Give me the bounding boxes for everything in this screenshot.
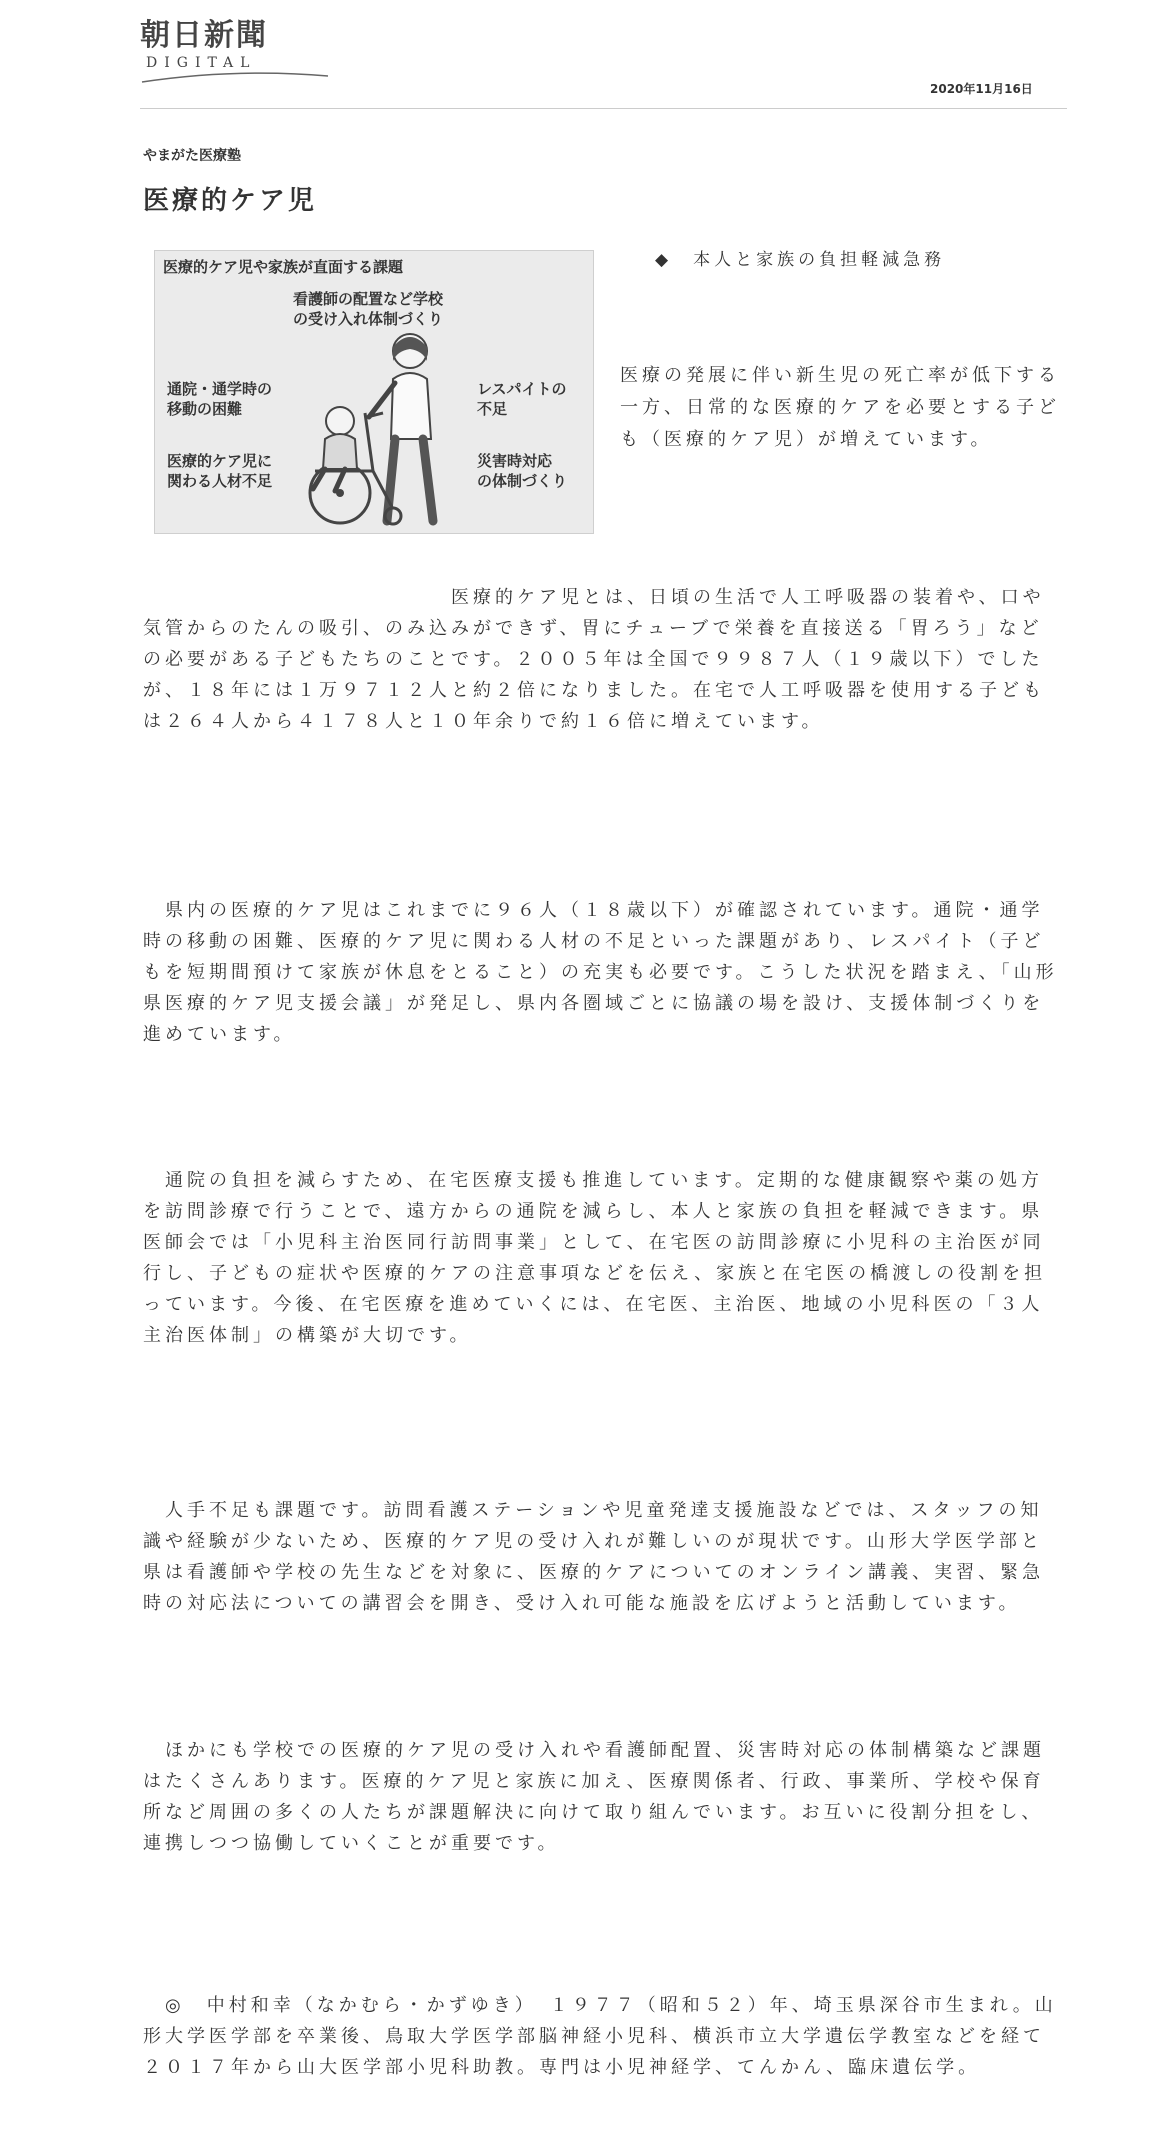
figure-label-line: の受け入れ体制づくり xyxy=(293,310,444,328)
series-name: やまがた医療塾 xyxy=(143,148,241,164)
article-subhead: ◆ 本人と家族の負担軽減急務 xyxy=(655,250,946,270)
figure-label-transport xyxy=(167,379,272,419)
logo-main-text: 朝日新聞 xyxy=(140,18,268,53)
figure-label-line: 不足 xyxy=(477,400,508,418)
article-paragraph-5: ほかにも学校での医療的ケア児の受け入れや看護師配置、災害時対応の体制構築など課題はたくさんあります。医療的ケア児と家族に加え、医療関係者、行政、事業所、学校や保育所など周囲の多くの人たちが課題解決に向けて取り組んでいます。お互いに役割分担をし、連携しつつ協働していくことが重要です。 xyxy=(143,1740,1045,1854)
figure-label-line: 関わる人材不足 xyxy=(167,472,273,490)
article-paragraph-1: 医療的ケア児とは、日頃の生活で人工呼吸器の装着や、口や気管からのたんの吸引、のみ込みができず、胃にチューブで栄養を直接送る「胃ろう」などの必要がある子どもたちのことです。２００５年は全国で９９８７人（１９歳以下）でしたが、１８年には１万９７１２人と約２倍になりました。在宅で人工呼吸器を使用する子どもは２６４人から４１７８人と１０年余りで約１６倍に増えています。 xyxy=(143,587,1045,732)
logo-sub-text: DIGITAL xyxy=(146,55,257,71)
logo-swoosh-icon xyxy=(140,70,330,84)
article-paragraph-3: 通院の負担を減らすため、在宅医療支援も推進しています。定期的な健康観察や薬の処方を訪問診療で行うことで、遠方からの通院を減らし、本人と家族の負担を軽減できます。県医師会では「小児科主治医同行訪問事業」として、在宅医の訪問診療に小児科の主治医が同行し、子どもの症状や医療的ケアの注意事項などを伝え、家族と在宅医の橋渡しの役割を担っています。今後、在宅医療を進めていくには、在宅医、主治医、地域の小児科医の「３人主治医体制」の構築が大切です。 xyxy=(143,1170,1047,1346)
figure-label-line: レスパイトの xyxy=(477,380,567,398)
article-paragraph-2: 県内の医療的ケア児はこれまでに９６人（１８歳以下）が確認されています。通院・通学時の移動の困難、医療的ケア児に関わる人材の不足といった課題があり、レスパイト（子どもを短期間預けて家族が休息をとること）の充実も必要です。こうした状況を踏まえ、「山形県医療的ケア児支援会議」が発足し、県内各圏域ごとに協議の場を設け、支援体制づくりを進めています。 xyxy=(143,900,1058,1045)
article-lead: 医療の発展に伴い新生児の死亡率が低下する一方、日常的な医療的ケアを必要とする子ども（医療的ケア児）が増えています。 xyxy=(620,365,1060,450)
figure-label-disaster xyxy=(477,451,567,491)
figure-label-staff xyxy=(167,451,272,491)
figure-label-line: 移動の困難 xyxy=(167,400,243,418)
figure-label-line: の体制づくり xyxy=(477,472,568,490)
figure-label-line: 看護師の配置など学校 xyxy=(293,290,444,308)
newspaper-logo xyxy=(140,18,340,72)
figure-label-line: 災害時対応 xyxy=(477,452,553,470)
header-divider xyxy=(140,108,1067,109)
challenges-figure xyxy=(154,250,594,534)
wheelchair-caregiver-icon xyxy=(295,321,465,531)
author-profile: ◎ 中村和幸（なかむら・かずゆき） １９７７（昭和５２）年、埼玉県深谷市生まれ。山形大学医学部を卒業後、鳥取大学医学部脳神経小児科、横浜市立大学遺伝学教室などを経て２０１７年から山大医学部小児科助教。専門は小児神経学、てんかん、臨床遺伝学。 xyxy=(143,1995,1057,2078)
figure-label-respite xyxy=(477,379,567,419)
figure-title: 医療的ケア児や家族が直面する課題 xyxy=(163,258,404,276)
article-paragraph-4: 人手不足も課題です。訪問看護ステーションや児童発達支援施設などでは、スタッフの知識や経験が少ないため、医療的ケア児の受け入れが難しいのが現状です。山形大学医学部と県は看護師や学校の先生などを対象に、医療的ケアについてのオンライン講義、実習、緊急時の対応法についての講習会を開き、受け入れ可能な施設を広げようと活動しています。 xyxy=(143,1500,1045,1614)
figure-label-line: 通院・通学時の xyxy=(167,380,273,398)
figure-label-line: 医療的ケア児に xyxy=(167,452,273,470)
publish-date: 2020年11月16日 xyxy=(930,82,1033,96)
article-title: 医療的ケア児 xyxy=(143,186,318,216)
